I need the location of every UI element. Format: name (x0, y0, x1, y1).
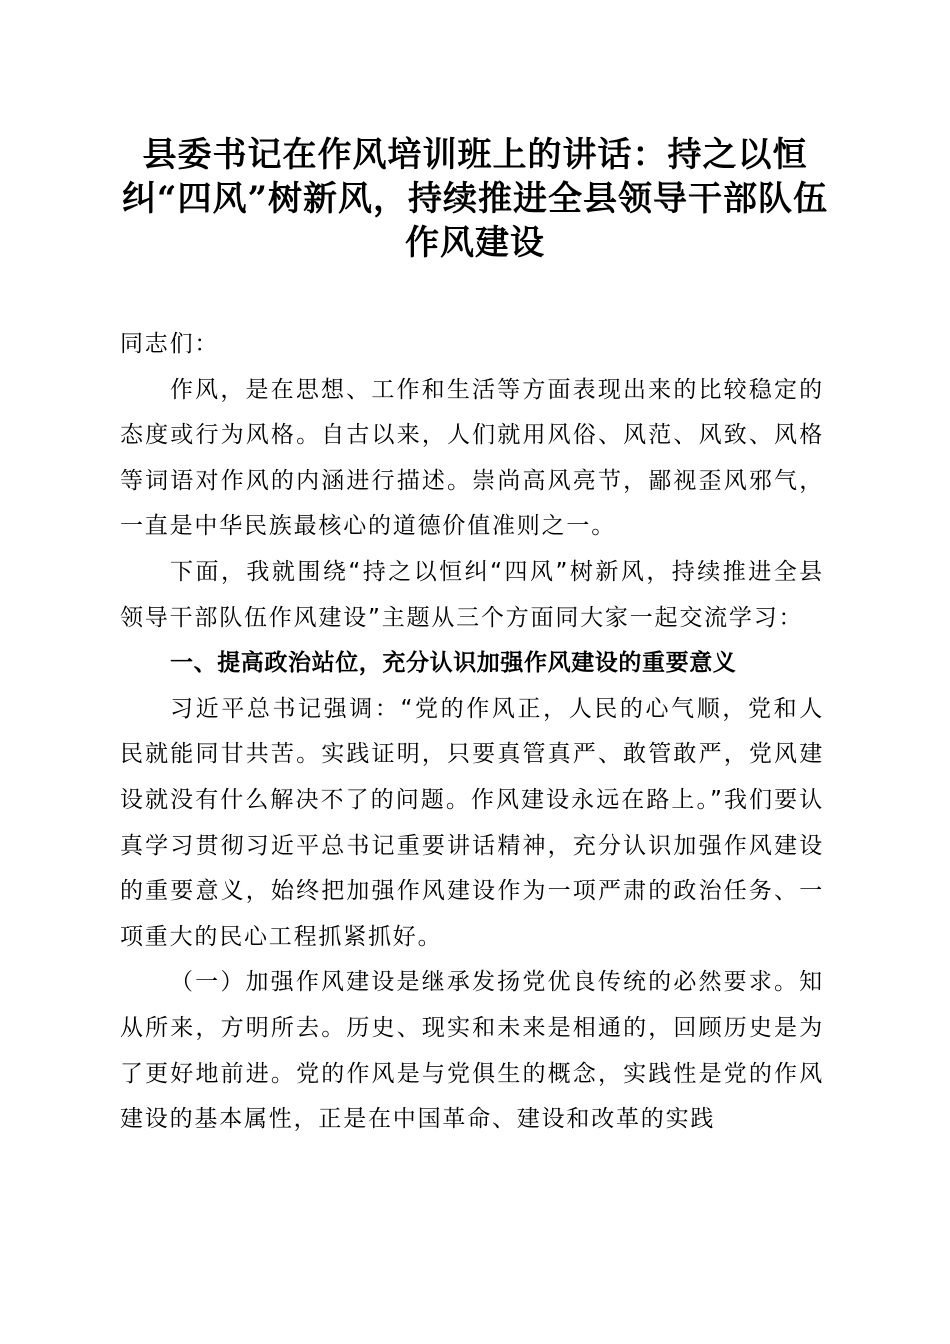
salutation: 同志们： (120, 331, 220, 357)
paragraph-section1-2: （一）加强作风建设是继承发扬党优良传统的必然要求。知从所来，方明所去。历史、现实和未来是相通的，回顾历史是为了更好地前进。党的作风是与党俱生的概念，实践性是党的作风建设的基本属性，正是在中国革命、建设和改革的实践 (120, 969, 824, 1133)
paragraph-section1-1: 习近平总书记强调：“党的作风正，人民的心气顺，党和人民就能同甘共苦。实践证明，只要真管真严、敢管敢严，党风建设就没有什么解决不了的问题。作风建设永远在路上。”我们要认真学习贯彻习近平总书记重要讲话精神，充分认识加强作风建设的重要意义，始终把加强作风建设作为一项严肃的政治任务、一项重大的民心工程抓紧抓好。 (120, 695, 824, 950)
paragraph-intro-2: 下面，我就围绕“持之以恒纠“四风”树新风，持续推进全县领导干部队伍作风建设”主题从三个方面同大家一起交流学习： (120, 558, 824, 631)
paragraph-intro-1: 作风，是在思想、工作和生活等方面表现出来的比较稳定的态度或行为风格。自古以来，人们就用风俗、风范、风致、风格等词语对作风的内涵进行描述。崇尚高风亮节，鄙视歪风邪气，一直是中华民族最核心的道德价值准则之一。 (120, 376, 824, 540)
document-title: 县委书记在作风培训班上的讲话：持之以恒纠“四风”树新风，持续推进全县领导干部队伍作风建设 (121, 135, 829, 263)
section-heading-1: 一、提高政治站位，充分认识加强作风建设的重要意义 (170, 650, 737, 677)
document-body (120, 322, 824, 1143)
